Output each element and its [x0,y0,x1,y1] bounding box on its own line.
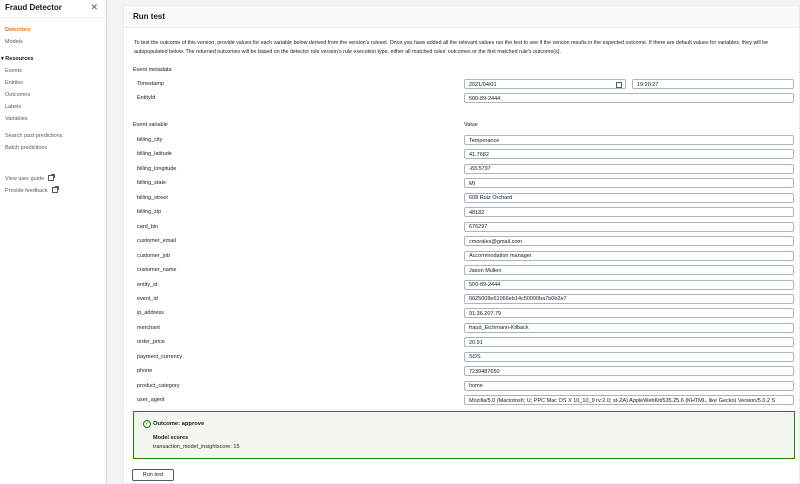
variable-value-field[interactable]: MI [464,178,794,188]
sidebar-item-search-past-predictions[interactable]: Search past predictions [5,133,63,139]
model-score-value: transaction_model_insightscore: 15 [153,444,240,450]
variable-name: customer_name [137,267,177,274]
sidebar-title: Fraud Detector [5,3,62,12]
variable-name: product_category [137,382,180,389]
variable-name: customer_job [137,252,171,259]
variable-name: customer_email [137,238,176,245]
variable-value-field[interactable]: 41.7682 [464,149,794,159]
entityid-label: EntityId [137,95,156,101]
check-circle-icon: ✓ [144,421,150,427]
variable-value-field[interactable]: 0025008e61066eb14c50090ba7b0b2e7 [464,294,794,304]
variable-value-field[interactable]: 500-89-2444 [464,280,794,290]
sidebar-section-label: Resources [5,56,34,62]
variable-value-field[interactable]: Jason Mullen [464,265,794,275]
variable-name: event_id [137,295,158,302]
sidebar-header [0,0,106,18]
variable-value-field[interactable]: -83.5797 [464,164,794,174]
variable-name: merchant [137,324,160,331]
variable-value-field[interactable]: 7239487650 [464,366,794,376]
variable-name: billing_zip [137,209,162,216]
sidebar-item-provide-feedback[interactable] [5,186,58,194]
outcome-title: Outcome: approve [153,421,205,427]
variable-name: card_bin [137,223,159,230]
sidebar-item-entities[interactable]: Entities [5,80,24,86]
variable-name: order_price [137,339,165,346]
entityid-field[interactable]: 500-89-2444 [464,93,794,103]
timestamp-time-field[interactable]: 19:20:27 [632,79,794,89]
sidebar-item-labels[interactable]: Labels [5,104,22,110]
variable-name: ip_address [137,310,164,317]
sidebar-item-models[interactable]: Models [5,39,23,45]
variable-value-field[interactable]: 20.91 [464,337,794,347]
variable-value-field[interactable]: Mozilla/5.0 (Macintosh; U; PPC Mac OS X 10_10_9 rv:2.0; st-ZA) AppleWebKit/535.25.6 (KHTML, like Gecko) Version/5.0.2 S [464,395,794,405]
close-icon[interactable]: ✕ [90,2,98,12]
external-link-icon [52,187,58,193]
variable-name: billing_city [137,137,163,143]
event-metadata-heading: Event metadata [133,67,172,73]
variable-value-field[interactable]: fraud_Eichmann-Kilback [464,323,794,333]
sidebar-item-detectors[interactable]: Detectors [5,27,31,33]
variable-name: billing_street [137,194,168,201]
variable-value-field[interactable]: SOS [464,352,794,362]
model-scores-heading: Model scores [153,435,189,441]
sidebar-item-variables[interactable]: Variables [5,116,28,122]
sidebar [0,0,107,484]
variable-value-field[interactable]: cmorales@gmail.com [464,236,794,246]
timestamp-date-field[interactable] [464,79,626,89]
variable-value-field[interactable]: 608 Ruiz Orchard [464,193,794,203]
variable-name: user_agent [137,397,165,404]
variable-name: billing_longitude [137,165,177,172]
sidebar-item-user-guide[interactable] [5,174,54,182]
timestamp-label: Timestamp [137,81,164,87]
variable-value-field[interactable]: 48182 [464,207,794,217]
variable-name: entity_id [137,281,158,288]
sidebar-item-events[interactable]: Events [5,68,22,74]
run-test-button[interactable]: Run test [132,469,174,481]
sidebar-item-batch-predictions[interactable]: Batch predictions [5,145,48,151]
external-link-icon [48,175,54,181]
value-header: Value [464,122,478,128]
user-guide-label: View user guide [5,176,45,182]
page-description: To test the outcome of this version, provide values for each variable below derived from the version's ruleset. Once you have added all the relevant values run the test to see if the version results in the expected outcome. If there are default values for variables, they will be autopopulated below. The returned outcomes will be based on the detector rule version's rule execution type, either all matched rules' outcomes or the first matched rule's outcome(s). [134,40,769,55]
variable-value-field[interactable]: 91.36.207.79 [464,308,794,318]
variable-value-field[interactable]: Temperance [464,135,794,145]
variable-value-field[interactable]: 676297 [464,222,794,232]
timestamp-date-value: 2021/04/01 [469,81,497,88]
variable-value-field[interactable]: home [464,381,794,391]
event-variable-header: Event variable [133,122,168,128]
variable-name: billing_latitude [137,151,172,158]
variable-name: phone [137,368,153,375]
variable-name: billing_state [137,180,167,187]
calendar-icon[interactable] [616,82,622,88]
caret-down-icon: ▾ [1,56,4,62]
variable-value-field[interactable]: Accommodation manager [464,251,794,261]
variable-name: payment_currency [137,353,183,360]
sidebar-section-resources[interactable] [1,56,33,62]
sidebar-item-outcomes[interactable]: Outcomes [5,92,31,98]
outcome-alert [133,411,795,459]
provide-feedback-label: Provide feedback [5,188,48,194]
page-title: Run test [124,6,799,28]
